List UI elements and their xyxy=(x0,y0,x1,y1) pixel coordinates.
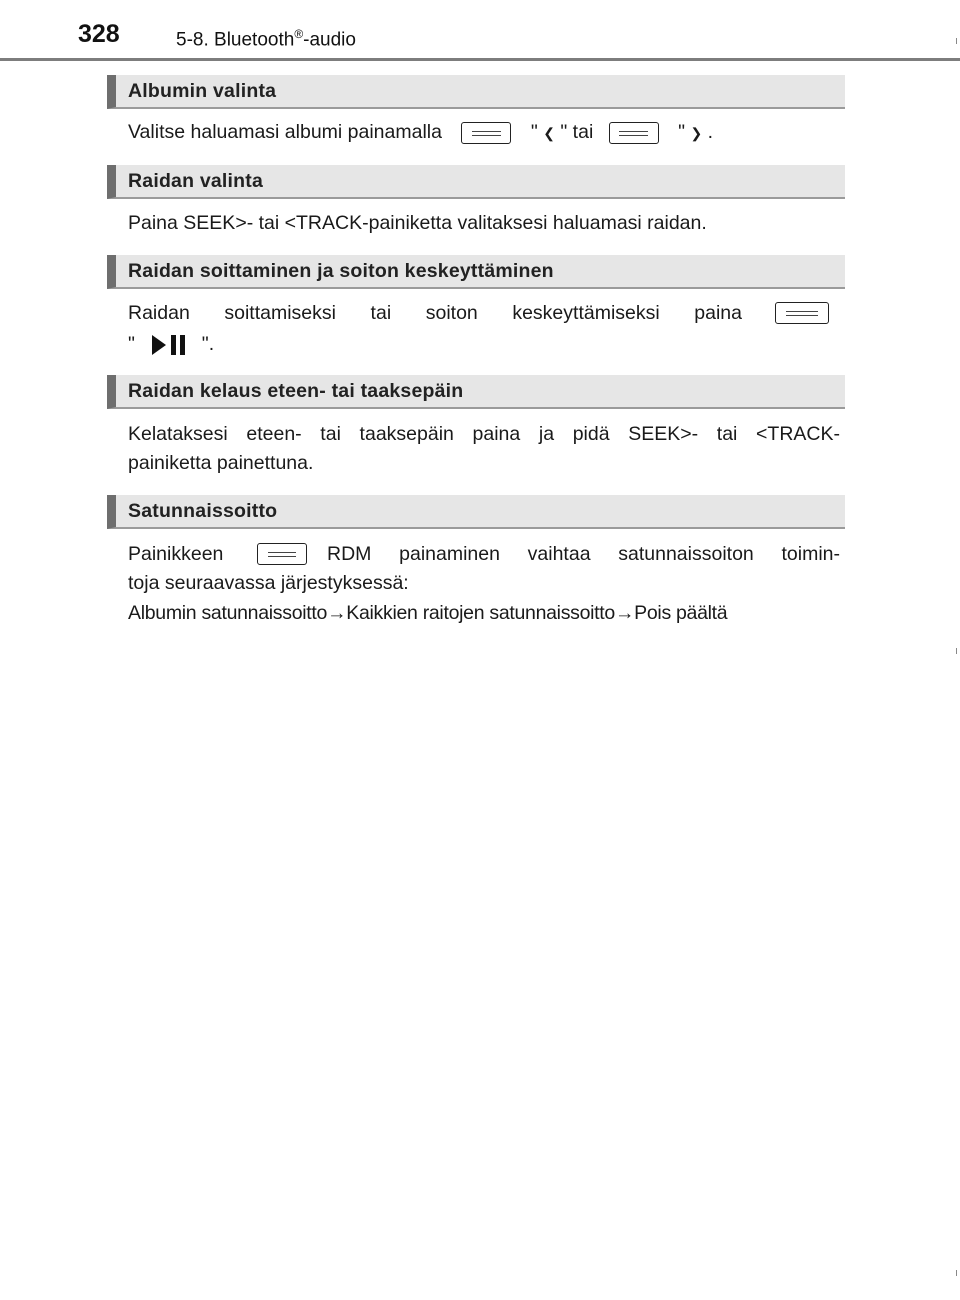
sequence-step: Pois päältä xyxy=(634,602,728,624)
paragraph-text: Raidan soittamiseksi tai soiton keskeyttämiseksi paina xyxy=(128,302,742,324)
section-suffix: -audio xyxy=(303,29,356,51)
button-icon xyxy=(609,122,659,144)
quote-mark: " xyxy=(128,333,135,355)
sequence-step: Albumin satunnaissoitto xyxy=(128,602,328,624)
quote-mark: " xyxy=(678,121,686,143)
random-text-line2: toja seuraavassa järjestyksessä: xyxy=(128,572,409,594)
sequence-step: Kaikkien raitojen satunnaissoitto xyxy=(346,602,615,624)
page-number: 328 xyxy=(78,20,120,48)
chevron-right-icon: ❯ xyxy=(690,125,703,141)
heading-label: Raidan valinta xyxy=(128,170,264,192)
play-pause-icon xyxy=(150,333,190,357)
paragraph-text: painiketta painettuna. xyxy=(128,452,314,474)
random-text-line1-rest xyxy=(327,540,840,569)
random-sequence xyxy=(128,599,840,628)
section-heading-seek xyxy=(107,375,845,409)
quote-mark: ". xyxy=(201,333,215,355)
crop-mark xyxy=(956,1270,957,1276)
crop-mark xyxy=(956,648,957,654)
play-pause-text-line1 xyxy=(128,299,742,328)
seek-text xyxy=(128,420,840,478)
button-icon xyxy=(257,543,307,565)
button-icon xyxy=(775,302,829,324)
header-rule xyxy=(0,58,960,61)
arrow-icon: → xyxy=(327,602,347,624)
chevron-left-icon: ❮ xyxy=(543,125,555,141)
section-reference xyxy=(176,27,356,51)
paragraph-text: Kelataksesi eteen- tai taaksepäin paina ja pidä SEEK>- tai <TRACK- xyxy=(128,423,840,445)
paragraph-text: Painikkeen xyxy=(128,543,224,565)
period: . xyxy=(707,121,714,143)
section-heading-album-select xyxy=(107,75,845,109)
crop-mark xyxy=(956,38,957,44)
section-heading-track-select xyxy=(107,165,845,199)
heading-label: Satunnaissoitto xyxy=(128,500,278,522)
heading-label: Albumin valinta xyxy=(128,80,277,102)
section-heading-play-pause xyxy=(107,255,845,289)
track-select-text: Paina SEEK>- tai <TRACK-painiketta valitaksesi haluamasi raidan. xyxy=(128,212,707,234)
button-icon xyxy=(461,122,511,144)
paragraph-text: Valitse haluamasi albumi painamalla xyxy=(128,121,442,143)
heading-label: Raidan soittaminen ja soiton keskeyttäminen xyxy=(128,260,554,282)
paragraph-text: " tai xyxy=(560,121,594,143)
heading-label: Raidan kelaus eteen- tai taaksepäin xyxy=(128,380,464,402)
play-pause-text-line2 xyxy=(128,330,328,359)
album-select-text xyxy=(128,118,840,148)
paragraph-text: RDM painaminen vaihtaa satunnaissoiton toimin- xyxy=(327,543,840,565)
arrow-icon: → xyxy=(614,602,635,624)
registered-mark: ® xyxy=(294,27,304,41)
section-prefix: 5-8. Bluetooth xyxy=(176,29,295,51)
section-heading-random xyxy=(107,495,845,529)
quote-mark: " xyxy=(530,121,538,143)
page-header xyxy=(0,0,960,60)
